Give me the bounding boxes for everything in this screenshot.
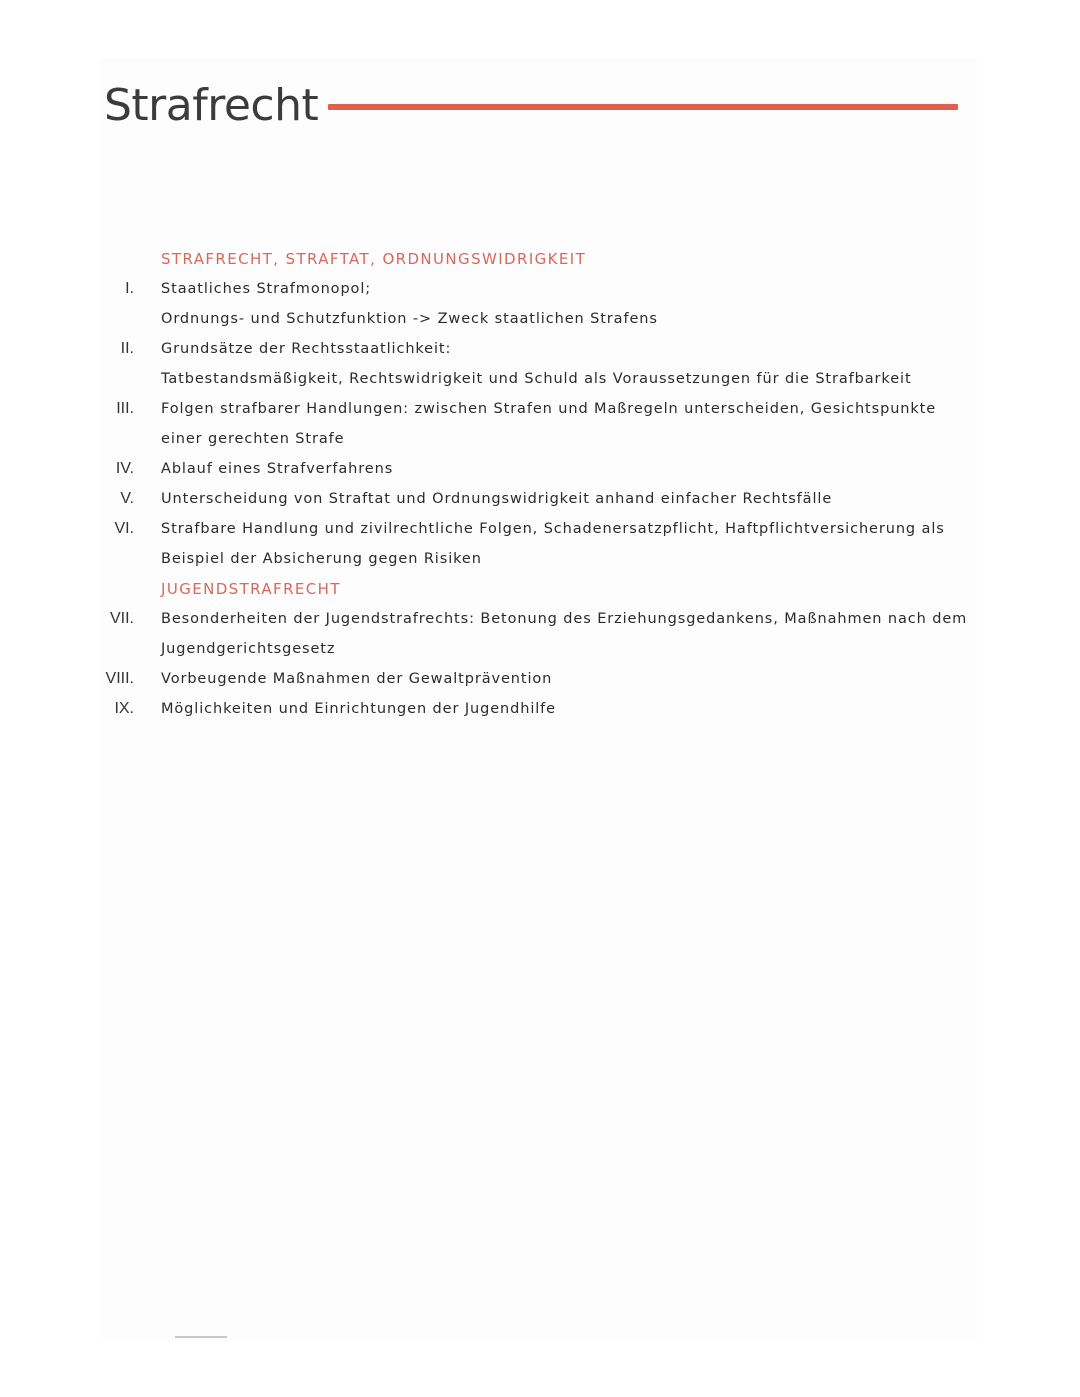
item-text: Möglichkeiten und Einrichtungen der Jugendhilfe xyxy=(161,701,557,717)
item-number: VII. xyxy=(109,610,134,627)
section-heading-jugendstrafrecht: JUGENDSTRAFRECHT xyxy=(161,580,341,598)
title-row xyxy=(104,78,964,138)
list-item xyxy=(0,484,1080,514)
item-text: Beispiel der Absicherung gegen Risiken xyxy=(161,551,482,567)
item-text: Besonderheiten der Jugendstrafrechts: Betonung des Erziehungsgedankens, Maßnahmen nach dem xyxy=(161,611,968,627)
item-number: IV. xyxy=(115,460,134,477)
item-text: Ordnungs- und Schutzfunktion -> Zweck staatlichen Strafens xyxy=(161,311,658,327)
title-underline xyxy=(328,104,958,110)
item-text: Jugendgerichtsgesetz xyxy=(161,641,336,657)
item-text: einer gerechten Strafe xyxy=(161,431,345,447)
list-item-continuation xyxy=(0,634,1080,664)
page-title: Strafrecht xyxy=(104,80,319,131)
section-heading-strafrecht: STRAFRECHT, STRAFTAT, ORDNUNGSWIDRIGKEIT xyxy=(161,250,587,268)
item-number: I. xyxy=(125,280,134,297)
item-text: Folgen strafbarer Handlungen: zwischen Strafen und Maßregeln unterscheiden, Gesichtspunkte xyxy=(161,401,937,417)
item-text: Vorbeugende Maßnahmen der Gewaltprävention xyxy=(161,671,553,687)
list-item xyxy=(0,604,1080,634)
section-heading-row xyxy=(0,244,1080,274)
list-item xyxy=(0,694,1080,724)
item-number: II. xyxy=(120,340,134,357)
item-text: Strafbare Handlung und zivilrechtliche Folgen, Schadenersatzpflicht, Haftpflichtversicherung als xyxy=(161,521,945,537)
item-number: III. xyxy=(116,400,134,417)
list-item xyxy=(0,274,1080,304)
item-text: Staatliches Strafmonopol; xyxy=(161,281,372,297)
section-heading-row xyxy=(0,574,1080,604)
item-number: V. xyxy=(120,490,134,507)
item-text: Tatbestandsmäßigkeit, Rechtswidrigkeit und Schuld als Voraussetzungen für die Strafbarkeit xyxy=(161,371,912,387)
list-item xyxy=(0,514,1080,544)
item-text: Ablauf eines Strafverfahrens xyxy=(161,461,394,477)
item-number: VI. xyxy=(114,520,134,537)
list-item-continuation xyxy=(0,364,1080,394)
list-item-continuation xyxy=(0,304,1080,334)
list-item xyxy=(0,334,1080,364)
list-item-continuation xyxy=(0,544,1080,574)
item-number: IX. xyxy=(114,700,134,717)
list-item xyxy=(0,394,1080,424)
scan-artifact-line xyxy=(175,1336,227,1338)
list-item xyxy=(0,454,1080,484)
list-item xyxy=(0,664,1080,694)
list-item-continuation xyxy=(0,424,1080,454)
item-number: VIII. xyxy=(105,670,134,687)
item-text: Unterscheidung von Straftat und Ordnungswidrigkeit anhand einfacher Rechtsfälle xyxy=(161,491,833,507)
item-text: Grundsätze der Rechtsstaatlichkeit: xyxy=(161,341,452,357)
